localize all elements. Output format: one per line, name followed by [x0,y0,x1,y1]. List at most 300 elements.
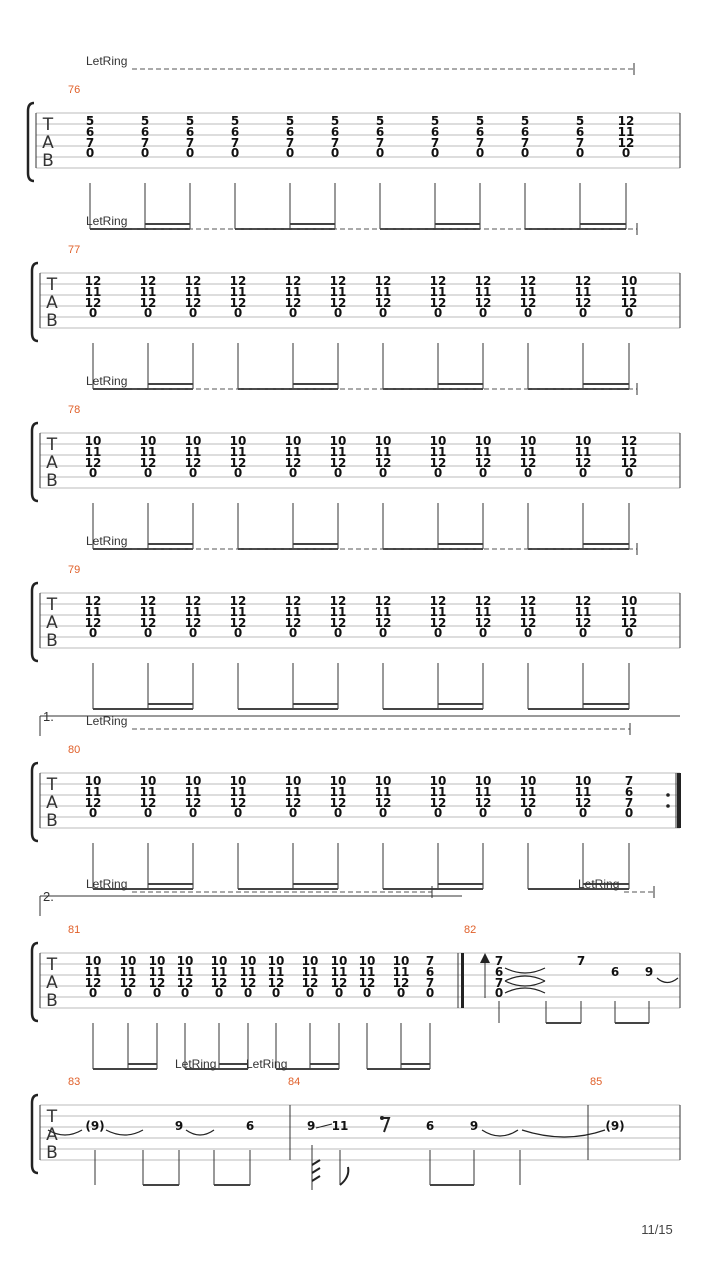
fret-number: 0 [152,986,162,1000]
fret-number: 5 [430,114,440,128]
fret-number: 11 [329,605,347,619]
fret-number: 0 [433,806,443,820]
fret-number: 11 [329,285,347,299]
tab-letter-a: A [46,613,58,633]
fret-number: 0 [288,466,298,480]
repeat-thick-bar [677,773,681,828]
fret-number: 7 [624,774,634,788]
let-ring-label: LetRing [86,534,128,548]
fret-number: 0 [624,466,634,480]
fret-number: 11 [331,1119,349,1133]
fret-number: 11 [284,285,302,299]
eighth-rest-icon [381,1118,389,1132]
fret-number: 12 [574,796,592,810]
fret-number: 11 [284,605,302,619]
fret-number: 12 [84,274,102,288]
fret-number: 7 [430,136,440,150]
fret-number: 6 [430,125,440,139]
system-76-brace [28,103,34,181]
fret-number: 11 [374,285,392,299]
tab-letter-t: T [42,115,54,135]
fret-number: 11 [620,605,638,619]
fret-number: 11 [119,965,137,979]
fret-number: 12 [301,976,319,990]
fret-number: 0 [478,806,488,820]
fret-number: 11 [374,605,392,619]
fret-number: 10 [301,954,319,968]
fret-number: 0 [430,146,440,160]
let-ring-label: LetRing [86,877,128,891]
fret-number: 0 [305,986,315,1000]
tab-letter-b: B [46,811,58,831]
fret-number: 7 [494,976,504,990]
fret-number: 0 [143,466,153,480]
fret-number: 12 [239,976,257,990]
fret-number: 10 [429,774,447,788]
fret-number: 12 [374,456,392,470]
fret-number: 12 [429,616,447,630]
fret-number: 0 [88,626,98,640]
fret-number: 0 [578,806,588,820]
fret-number: 11 [429,785,447,799]
fret-number: 7 [494,954,504,968]
tab-letter-a: A [46,793,58,813]
bar-number: 82 [464,924,477,936]
fret-number: 12 [574,274,592,288]
fret-number: 0 [378,626,388,640]
fret-number: 0 [85,146,95,160]
tab-letter-a: A [46,453,58,473]
fret-number: 12 [519,456,537,470]
fret-number: 0 [624,806,634,820]
system-80-brace [32,763,38,841]
let-ring-label: LetRing [246,1057,288,1071]
fret-number: 7 [140,136,150,150]
fret-number: 0 [233,466,243,480]
fret-number: 0 [523,306,533,320]
fret-number: 11 [574,285,592,299]
fret-number: 0 [188,466,198,480]
fret-number: 12 [474,296,492,310]
grace-note: 9 [307,1119,316,1133]
fret-number: 10 [119,954,137,968]
fret-number: 5 [285,114,295,128]
tab-letter-b: B [46,1143,58,1163]
volta-number: 1. [43,709,54,724]
fret-number: 11 [284,785,302,799]
bar-number: 78 [68,404,81,416]
fret-number: 0 [214,986,224,1000]
bar-number: 76 [68,84,81,96]
fret-number: 0 [88,306,98,320]
fret-number: 0 [233,626,243,640]
fret-number: 12 [176,976,194,990]
tab-letter-t: T [46,955,58,975]
fret-number: 12 [139,274,157,288]
fret-number: 11 [229,445,247,459]
fret-number: 11 [574,605,592,619]
fret-number: 10 [84,774,102,788]
fret-number: 11 [620,285,638,299]
fret-number: 10 [239,954,257,968]
upstroke-arrow-icon [480,953,490,963]
fret-number: 5 [575,114,585,128]
bar-number: 79 [68,564,81,576]
fret-number: 12 [620,434,638,448]
fret-number: 12 [429,796,447,810]
tie-curve [522,1130,605,1137]
fret-number: 11 [519,445,537,459]
fret-number: 6 [245,1119,255,1133]
fret-number: 11 [267,965,285,979]
fret-number: 11 [574,445,592,459]
fret-number: 0 [523,466,533,480]
fret-number: 10 [229,434,247,448]
fret-number: 6 [375,125,385,139]
fret-number: 11 [574,785,592,799]
fret-number: 11 [329,445,347,459]
volta-number: 2. [43,889,54,904]
fret-number: 11 [429,445,447,459]
fret-number: 12 [210,976,228,990]
fret-number: 12 [429,456,447,470]
fret-number: 10 [358,954,376,968]
system-78-brace [32,423,38,501]
fret-number: 12 [429,296,447,310]
fret-number: 10 [429,434,447,448]
fret-number: 11 [176,965,194,979]
bar-number: 85 [590,1076,603,1088]
fret-number: 10 [574,774,592,788]
fret-number: 0 [233,306,243,320]
tie-curves [505,968,545,993]
bar-number: 84 [288,1076,301,1088]
system-81-brace [32,943,38,1021]
fret-number: 12 [330,976,348,990]
fret-number: 0 [88,986,98,1000]
tab-letter-a: A [46,1125,58,1145]
fret-number: 12 [574,594,592,608]
fret-number: 0 [288,306,298,320]
system-77-brace [32,263,38,341]
fret-number: 12 [574,456,592,470]
fret-number: 0 [188,806,198,820]
fret-number: 12 [267,976,285,990]
fret-number: 7 [576,954,586,968]
fret-number: 6 [575,125,585,139]
fret-number: 6 [494,965,504,979]
fret-number: 12 [84,594,102,608]
fret-number: 7 [85,136,95,150]
fret-number: 6 [425,965,435,979]
fret-number: 12 [374,796,392,810]
fret-number: 6 [624,785,634,799]
fret-number: 0 [333,626,343,640]
fret-number: 12 [374,616,392,630]
tie-curve [186,1130,214,1135]
let-ring-label: LetRing [86,374,128,388]
fret-number: 12 [617,114,635,128]
let-ring-label: LetRing [578,877,620,891]
fret-number: 0 [624,626,634,640]
fret-number: 7 [330,136,340,150]
fret-number: 12 [84,616,102,630]
fret-number: 0 [143,626,153,640]
let-ring-label: LetRing [86,214,128,228]
fret-number: 12 [84,296,102,310]
fret-number: 5 [230,114,240,128]
repeat-dot [666,804,670,808]
fret-number: 12 [329,796,347,810]
fret-number: 0 [243,986,253,1000]
fret-number: 6 [425,1119,435,1133]
fret-number: 12 [229,456,247,470]
fret-number: 0 [333,806,343,820]
fret-number: 11 [239,965,257,979]
fret-number: 0 [478,626,488,640]
system-79-brace [32,583,38,661]
tab-letter-t: T [46,775,58,795]
system-83-brace [32,1095,38,1173]
fret-number: 0 [523,806,533,820]
fret-number: 12 [474,274,492,288]
fret-number: 10 [284,434,302,448]
fret-number: 7 [185,136,195,150]
fret-number: 11 [474,445,492,459]
fret-number: 12 [184,796,202,810]
fret-number: 12 [358,976,376,990]
fret-number: 0 [188,306,198,320]
fret-number: 12 [519,296,537,310]
bar-number: 77 [68,244,81,256]
fret-number: 11 [84,445,102,459]
fret-number: 7 [375,136,385,150]
fret-number: 11 [519,785,537,799]
fret-number: 12 [519,616,537,630]
fret-number: 0 [333,306,343,320]
fret-number: 0 [433,306,443,320]
fret-number: 0 [334,986,344,1000]
fret-number: 12 [284,616,302,630]
fret-number: 0 [330,146,340,160]
fret-number: 0 [478,306,488,320]
fret-number: 12 [139,456,157,470]
fret-number: 10 [620,274,638,288]
fret-number: 6 [610,965,620,979]
fret-number: 10 [184,774,202,788]
bar-number: 83 [68,1076,81,1088]
fret-number: 12 [617,136,635,150]
fret-number: 0 [433,626,443,640]
fret-number: 6 [185,125,195,139]
fret-number: 12 [392,976,410,990]
fret-number: 11 [139,445,157,459]
fret-number: 12 [139,796,157,810]
fret-number: 12 [620,296,638,310]
fret-number: 6 [140,125,150,139]
fret-number: 10 [184,434,202,448]
fret-number: 10 [148,954,166,968]
fret-number: 12 [374,274,392,288]
fret-number: 11 [84,785,102,799]
tab-letter-a: A [46,973,58,993]
fret-number: 12 [184,274,202,288]
fret-number: 11 [139,785,157,799]
fret-number: 12 [474,456,492,470]
fret-number: 12 [284,274,302,288]
fret-number: 7 [624,796,634,810]
tie-curve [106,1130,143,1135]
fret-number: 12 [374,296,392,310]
fret-number: 7 [520,136,530,150]
fret-number: 11 [229,605,247,619]
fret-number: 11 [329,785,347,799]
fret-number: 7 [575,136,585,150]
fret-number: 12 [329,594,347,608]
fret-number: 10 [374,774,392,788]
fret-number: 0 [140,146,150,160]
fret-number: 0 [233,806,243,820]
fret-number: 12 [229,274,247,288]
tab-letter-t: T [46,595,58,615]
fret-number: 12 [329,274,347,288]
fret-number: 0 [378,306,388,320]
fret-number: 11 [617,125,635,139]
fret-number: 10 [210,954,228,968]
fret-number: 11 [519,605,537,619]
fret-number: 11 [139,285,157,299]
fret-number: 10 [474,774,492,788]
fret-number: 10 [84,954,102,968]
fret-number: 0 [285,146,295,160]
fret-number: 12 [519,796,537,810]
fret-number: 12 [474,616,492,630]
fret-number: 12 [429,274,447,288]
fret-number: 10 [474,434,492,448]
fret-number: 5 [140,114,150,128]
fret-number: 11 [474,785,492,799]
fret-number: 0 [378,806,388,820]
tab-letter-b: B [46,311,58,331]
fret-number: 11 [184,285,202,299]
fret-number: 11 [358,965,376,979]
fret-number: 7 [425,954,435,968]
fret-number: 11 [184,605,202,619]
fret-number: 12 [139,296,157,310]
fret-number: 12 [519,274,537,288]
fret-number: 12 [84,796,102,810]
fret-number: 12 [184,594,202,608]
fret-number: 10 [374,434,392,448]
fret-number: 12 [229,616,247,630]
fret-number: 10 [176,954,194,968]
fret-number: 0 [475,146,485,160]
fret-number: 0 [575,146,585,160]
tie-curve [657,978,678,983]
fret-number: 5 [85,114,95,128]
fret-number: 12 [620,456,638,470]
repeat-dot [666,793,670,797]
fret-number: 0 [578,466,588,480]
fret-number: 0 [123,986,133,1000]
fret-number: 0 [143,306,153,320]
fret-number: 11 [429,285,447,299]
fret-number: 10 [519,774,537,788]
fret-number: 7 [285,136,295,150]
fret-number: 12 [329,296,347,310]
let-ring-label: LetRing [86,54,128,68]
tab-letter-a: A [42,133,54,153]
fret-number: 12 [139,594,157,608]
tab-letter-t: T [46,1107,58,1127]
fret-number: 5 [475,114,485,128]
fret-number: 6 [330,125,340,139]
fret-number: 12 [229,296,247,310]
fret-number: 0 [271,986,281,1000]
fret-number: 10 [329,434,347,448]
fret-number: 0 [230,146,240,160]
fret-number: 6 [520,125,530,139]
fret-number: 0 [375,146,385,160]
fret-number: 11 [519,285,537,299]
tab-letter-b: B [46,471,58,491]
repeat-start-bar [461,953,464,1008]
fret-number: 11 [474,605,492,619]
fret-number: 0 [578,626,588,640]
fret-number: 11 [429,605,447,619]
fret-number: 11 [84,285,102,299]
fret-number: 9 [644,965,654,979]
rest-dot [380,1116,384,1120]
fret-number: 10 [84,434,102,448]
fret-number: 10 [392,954,410,968]
page-number: 11/15 [641,1222,673,1237]
fret-number: 11 [229,285,247,299]
fret-number: 10 [139,434,157,448]
fret-number: 0 [88,806,98,820]
tab-letter-a: A [46,293,58,313]
fret-number: 10 [519,434,537,448]
let-ring-label: LetRing [86,714,128,728]
fret-number: 12 [229,594,247,608]
fret-number: 0 [433,466,443,480]
fret-number: 11 [620,445,638,459]
fret-number: 12 [284,456,302,470]
fret-number: 11 [148,965,166,979]
fret-number: 0 [624,306,634,320]
fret-number: 10 [284,774,302,788]
fret-number: 11 [392,965,410,979]
fret-number: 6 [285,125,295,139]
fret-number: 11 [374,785,392,799]
fret-number: 12 [474,594,492,608]
fret-number: 12 [574,296,592,310]
fret-number: 9 [469,1119,479,1133]
fret-number: 0 [188,626,198,640]
fret-number: 11 [330,965,348,979]
fret-number: 12 [474,796,492,810]
fret-number: 0 [288,626,298,640]
fret-number: 0 [494,986,504,1000]
fret-number: 0 [88,466,98,480]
fret-number: 12 [429,594,447,608]
fret-number: 0 [520,146,530,160]
fret-number: 11 [184,785,202,799]
let-ring-label: LetRing [175,1057,217,1071]
fret-number: 7 [475,136,485,150]
fret-number: 11 [474,285,492,299]
tab-letter-b: B [42,151,54,171]
